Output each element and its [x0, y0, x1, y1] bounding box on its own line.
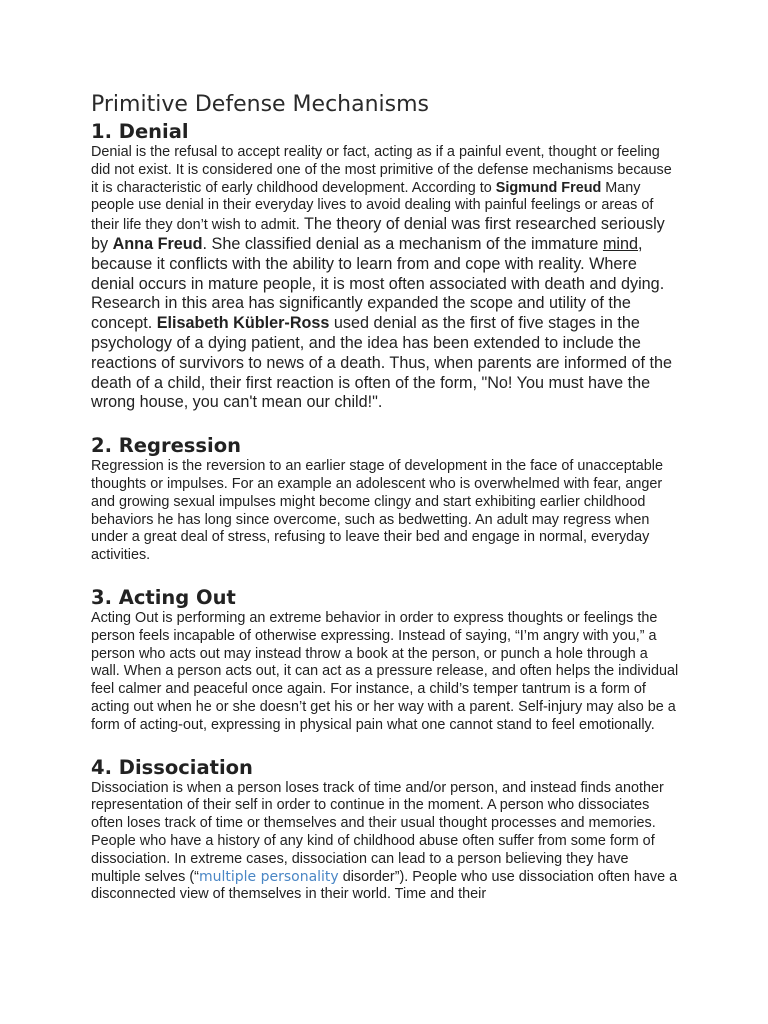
multiple-personality-link[interactable]: multiple personality — [198, 868, 339, 885]
body-text: Many people use denial in their everyday lives to avoid dealing with painful feelings or areas of their life they don’t wish to admit. — [91, 179, 654, 234]
body-text: Dissociation is when a person loses track of time and/or person, and instead finds another representation of their self in order to continue in the moment. A person who dissociates often loses track of time or themselves and their usual thought processes and memories. People who have a history of any kind of childhood abuse often suffer from some form of dissociation. In extreme cases, dissociation can lead to a person believing they have multiple selves (“ — [91, 779, 664, 885]
body-text-large — [91, 215, 672, 411]
section-body: Regression is the reversion to an earlier stage of development in the face of unacceptable thoughts or impulses. For an example an adolescent who is overwhelmed with fear, anger and growing sexual impulses might become clingy and start exhibiting earlier childhood behaviors he has long since overcome, such as bedwetting. An adult may regress when under a great deal of stress, refusing to leave their bed and engage in normal, everyday activities. — [91, 458, 663, 564]
body-text: . She classified denial as a mechanism of the immature — [202, 234, 603, 253]
person-name-elisabeth-kubler-ross: Elisabeth Kübler-Ross — [156, 314, 330, 333]
underlined-word: mind — [602, 234, 639, 253]
section-heading: 3. Acting Out — [91, 585, 236, 609]
person-name-anna-freud: Anna Freud — [112, 234, 203, 253]
body-text: , because it conflicts with the ability to learn from and cope with reality. Where denial occurs in mature people, it is most often associated with death and dying. Research in this area has significantly expanded the scope and utility of the concept. — [91, 234, 665, 333]
section-body — [91, 780, 679, 905]
body-text: The theory of denial was first researched seriously by — [91, 215, 665, 253]
section-heading: 4. Dissociation — [91, 755, 253, 779]
section-body: Acting Out is performing an extreme behavior in order to express thoughts or feelings the person feels incapable of otherwise expressing. Instead of saying, “I’m angry with you,” a person who acts out may instead throw a book at the person, or punch a hole through a wall. When a person acts out, it can act as a pressure release, and often helps the individual feel calmer and peaceful once again. For instance, a child’s temper tantrum is a form of acting out when he or she doesn’t get his or her way with a parent. Self-injury may also be a form of acting-out, expressing in physical pain what one cannot stand to feel emotionally. — [91, 609, 679, 733]
document-page — [91, 90, 679, 904]
section-heading: 1. Denial — [91, 120, 189, 143]
section-dissociation — [91, 756, 679, 905]
person-name-sigmund-freud: Sigmund Freud — [495, 179, 602, 196]
section-body — [91, 144, 679, 413]
section-acting-out — [91, 586, 679, 735]
body-text: disorder”). People who use dissociation often have a disconnected view of themselves in their world. Time and their — [91, 868, 678, 903]
section-denial — [91, 120, 679, 413]
body-text: used denial as the first of five stages in the psychology of a dying patient, and the idea has been extended to include the reactions of survivors to news of a death. Thus, when parents are informed of the death of a child, their first reaction is often of the form, "No! You must have the wrong house, you can't mean our child!". — [91, 314, 672, 412]
section-regression — [91, 434, 679, 565]
document-title: Primitive Defense Mechanisms — [91, 92, 430, 117]
body-text: Denial is the refusal to accept reality or fact, acting as if a painful event, thought or feeling did not exist. It is considered one of the most primitive of the defense mechanisms because it is characteristic of early childhood development. According to — [91, 144, 672, 196]
section-heading: 2. Regression — [91, 434, 241, 458]
